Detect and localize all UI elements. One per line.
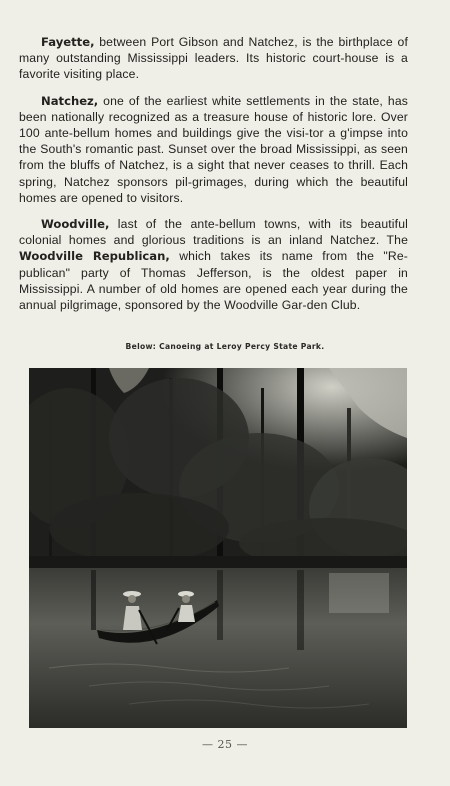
paragraph-heading: Woodville,	[41, 217, 110, 232]
paragraph-body: between Port Gibson and Natchez, is the birthplace of many outstanding Mississippi leaders. Its historic court-house is a favorite visiting place.	[19, 35, 408, 82]
page-number: — 25 —	[202, 738, 248, 751]
canoe-photo	[29, 368, 407, 728]
newspaper-name: Woodville Republican,	[19, 249, 170, 264]
paragraph-woodville	[19, 216, 408, 313]
paragraph-natchez	[19, 93, 408, 206]
paragraph-heading: Natchez,	[41, 93, 99, 108]
paragraph-fayette	[19, 34, 408, 83]
canoe-photo-illustration	[29, 368, 407, 728]
paragraph-heading: Fayette,	[41, 35, 95, 49]
paragraph-body: last of the ante-bellum towns, with its beautiful colonial homes and glorious traditions is an inland Natchez. The	[19, 217, 408, 248]
paragraph-body: one of the earliest white settlements in the state, has been nationally recognized as a treasure house of historic lore. Over 100 ante-bellum homes and buildings give the visi-tor a g'impse into the South's romantic past. Sunset over the broad Mississippi, as seen from the bluffs of Natchez, is a sight that never ceases to thrill. Each spring, Natchez sponsors pil-grimages, during which the beautiful homes are opened to visitors.	[19, 93, 408, 205]
body-text	[19, 34, 408, 323]
paragraph-body: which takes its name from the "Re-publican" party of Thomas Jefferson, is the oldest paper in Mississippi. A number of old homes are opened each year during the annual pilgrimage, sponsored by the Woodville Gar-den Club.	[19, 249, 408, 313]
photo-caption: Below: Canoeing at Leroy Percy State Park.	[125, 342, 325, 351]
